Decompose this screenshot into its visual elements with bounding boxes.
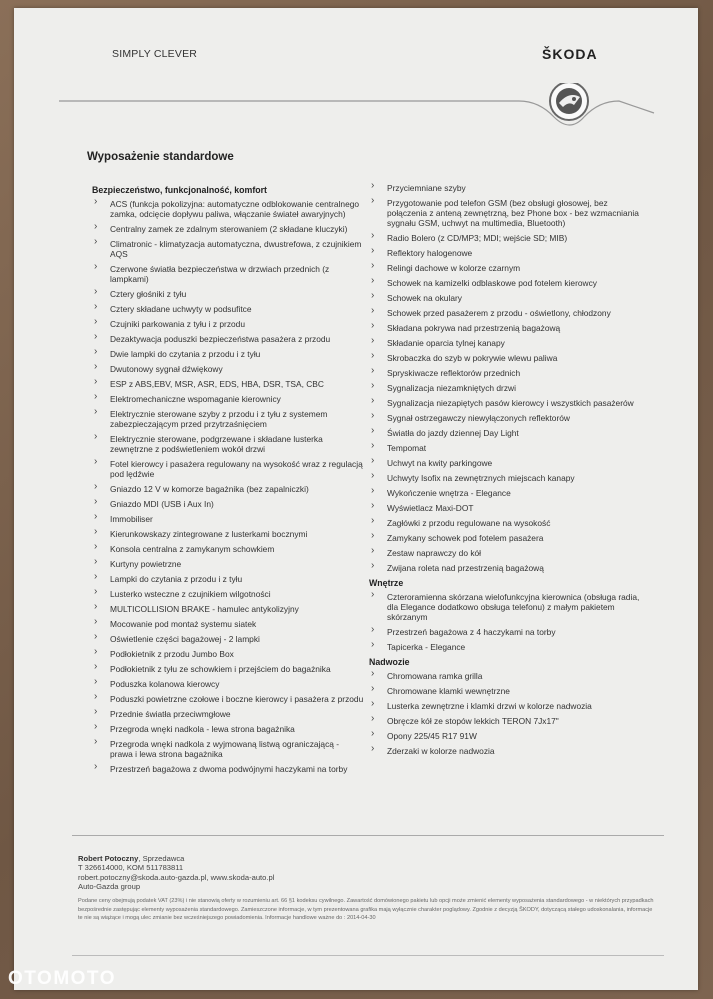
brand-name: ŠKODA: [542, 46, 598, 62]
list-item: › Chromowane klamki wewnętrzne: [369, 686, 641, 696]
list-item: › Elektromechaniczne wspomaganie kierownicy: [92, 394, 364, 404]
list-item: › Gniazdo 12 V w komorze bagażnika (bez zapalniczki): [92, 484, 364, 494]
list-item: › Gniazdo MDI (USB i Aux In): [92, 499, 364, 509]
skoda-logo-icon: [550, 83, 588, 120]
list-item: › Czerwone światła bezpieczeństwa w drzwiach przednich (z lampkami): [92, 264, 364, 284]
list-item: › Immobiliser: [92, 514, 364, 524]
list-item: › MULTICOLLISION BRAKE - hamulec antykolizyjny: [92, 604, 364, 614]
list-item: › Skrobaczka do szyb w pokrywie wlewu paliwa: [369, 353, 641, 363]
section-heading-interior: Wnętrze: [369, 578, 404, 588]
list-item: › Przestrzeń bagażowa z dwoma podwójnymi haczykami na torby: [92, 764, 364, 774]
brand-slogan: SIMPLY CLEVER: [112, 48, 198, 60]
list-item: › Dwie lampki do czytania z przodu i z tyłu: [92, 349, 364, 359]
list-item: › Cztery głośniki z tyłu: [92, 289, 364, 299]
list-item: › Chromowana ramka grilla: [369, 671, 641, 681]
list-item: › Schowek na kamizelki odblaskowe pod fotelem kierowcy: [369, 278, 641, 288]
list-item: › Sygnalizacja niezamkniętych drzwi: [369, 383, 641, 393]
list-item: › Uchwyt na kwity parkingowe: [369, 458, 641, 468]
list-item: › Spryskiwacze reflektorów przednich: [369, 368, 641, 378]
list-item: › Relingi dachowe w kolorze czarnym: [369, 263, 641, 273]
right-column: [369, 183, 641, 761]
list-item: › Uchwyty Isofix na zewnętrznych miejscach kanapy: [369, 473, 641, 483]
list-item: › Radio Bolero (z CD/MP3; MDI; wejście SD; MIB): [369, 233, 641, 243]
list-item: › Wykończenie wnętrza - Elegance: [369, 488, 641, 498]
safety-list: [92, 199, 364, 774]
left-column: [92, 183, 364, 779]
contact-block: [78, 854, 274, 892]
list-item: › Oświetlenie części bagażowej - 2 lampki: [92, 634, 364, 644]
list-item: › Tempomat: [369, 443, 641, 453]
list-item: › Sygnalizacja niezapiętych pasów kierowcy i wszystkich pasażerów: [369, 398, 641, 408]
list-item: › Cztery składane uchwyty w podsufitce: [92, 304, 364, 314]
list-item: › Mocowanie pod montaż systemu siatek: [92, 619, 364, 629]
list-item: › Schowek przed pasażerem z przodu - oświetlony, chłodzony: [369, 308, 641, 318]
list-item: › Wyświetlacz Maxi-DOT: [369, 503, 641, 513]
list-item: › Fotel kierowcy i pasażera regulowany na wysokość wraz z regulacją pod lędźwie: [92, 459, 364, 479]
list-item: › Zamykany schowek pod fotelem pasażera: [369, 533, 641, 543]
list-item: › Centralny zamek ze zdalnym sterowaniem (2 składane kluczyki): [92, 224, 364, 234]
list-item: › ESP z ABS,EBV, MSR, ASR, EDS, HBA, DSR, TSA, CBC: [92, 379, 364, 389]
list-item: › Przegroda wnęki nadkola - lewa strona bagażnika: [92, 724, 364, 734]
list-item: › Składana pokrywa nad przestrzenią bagażową: [369, 323, 641, 333]
list-item: › Zderzaki w kolorze nadwozia: [369, 746, 641, 756]
legal-disclaimer: Podane ceny obejmują podatek VAT (23%) i nie stanowią oferty w rozumieniu art. 66 §1 kodeksu cywilnego. Zawartość domówionego pakietu lub opcji może zmienić elementy wyposażenia standardowego - w niektórych przypadkach bezpośrednie zastępując elementy wyposażenia standardowego. Zamieszczone informacje, w tym prezentowana grafika mają wyłącznie charakter poglądowy. Zgodnie z decyzją ŠKODY, dotyczącą stałego udoskonalania, informacje te nie są wiążące i mogą ulec zmianie bez wcześniejszego powiadomienia. Informacje handlowe ważne do : 2014-04-30: [78, 898, 654, 921]
list-item: › Opony 225/45 R17 91W: [369, 731, 641, 741]
list-item: › Schowek na okulary: [369, 293, 641, 303]
contact-role: , Sprzedawca: [138, 854, 185, 863]
list-item: › Zwijana roleta nad przestrzenią bagażową: [369, 563, 641, 573]
list-item: › Zestaw naprawczy do kół: [369, 548, 641, 558]
section-heading-safety: Bezpieczeństwo, funkcjonalność, komfort: [92, 185, 267, 195]
list-item: › Przestrzeń bagażowa z 4 haczykami na torby: [369, 627, 641, 637]
list-item: › Przegroda wnęki nadkola z wyjmowaną listwą ograniczającą - prawa i lewa strona bagażnika: [92, 739, 364, 759]
list-item: › Elektrycznie sterowane, podgrzewane i składane lusterka zewnętrzne z podświetleniem wokół drzwi: [92, 434, 364, 454]
list-item: › Lusterka zewnętrzne i klamki drzwi w kolorze nadwozia: [369, 701, 641, 711]
list-item: › Czteroramienna skórzana wielofunkcyjna kierownica (obsługa radia, dla Elegance dodatkowo obsługa telefonu) z małym pakietem skórzanym: [369, 592, 641, 622]
list-item: › Elektrycznie sterowane szyby z przodu i z tyłu z systemem zabezpieczającym przed przytrzaśnięciem: [92, 409, 364, 429]
list-item: › Reflektory halogenowe: [369, 248, 641, 258]
list-item: › Czujniki parkowania z tyłu i z przodu: [92, 319, 364, 329]
list-item: › Składanie oparcia tylnej kanapy: [369, 338, 641, 348]
list-item: › Konsola centralna z zamykanym schowkiem: [92, 544, 364, 554]
list-item: › Climatronic - klimatyzacja automatyczna, dwustrefowa, z czujnikiem AQS: [92, 239, 364, 259]
document-page: [14, 8, 698, 990]
footer-divider: [72, 835, 664, 836]
list-item: › Podłokietnik z tyłu ze schowkiem i przejściem do bagażnika: [92, 664, 364, 674]
list-item: › Światła do jazdy dziennej Day Light: [369, 428, 641, 438]
list-item: › Dezaktywacja poduszki bezpieczeństwa pasażera z przodu: [92, 334, 364, 344]
interior-list: [369, 592, 641, 652]
list-item: › Przyciemniane szyby: [369, 183, 641, 193]
comfort-list: [369, 183, 641, 573]
list-item: › Sygnał ostrzegawczy niewyłączonych reflektorów: [369, 413, 641, 423]
list-item: › Poduszka kolanowa kierowcy: [92, 679, 364, 689]
list-item: › Tapicerka - Elegance: [369, 642, 641, 652]
watermark-logo: OTOMOTO: [8, 968, 116, 989]
contact-name: Robert Potoczny: [78, 854, 139, 863]
list-item: › Lusterko wsteczne z czujnikiem wilgotności: [92, 589, 364, 599]
list-item: › Dwutonowy sygnał dźwiękowy: [92, 364, 364, 374]
list-item: › ACS (funkcja pokolizyjna: automatyczne odblokowanie centralnego zamka, odcięcie dopływu paliwa, włączanie świateł awaryjnych): [92, 199, 364, 219]
bottom-divider: [72, 955, 664, 956]
contact-web: robert.potoczny@skoda.auto-gazda.pl, www.skoda-auto.pl: [78, 872, 275, 882]
list-item: › Przednie światła przeciwmgłowe: [92, 709, 364, 719]
list-item: › Przygotowanie pod telefon GSM (bez obsługi głosowej, bez połączenia z anteną zewnętrzną, bez Phone box - bez wzmacniania sygnału GSM, uchwyt na multimedia, Bluetooth): [369, 198, 641, 228]
list-item: › Podłokietnik z przodu Jumbo Box: [92, 649, 364, 659]
list-item: › Zagłówki z przodu regulowane na wysokość: [369, 518, 641, 528]
list-item: › Obręcze kół ze stopów lekkich TERON 7Jx17": [369, 716, 641, 726]
list-item: › Poduszki powietrzne czołowe i boczne kierowcy i pasażera z przodu: [92, 694, 364, 704]
contact-phone: T 326614000, KOM 511783811: [78, 863, 184, 873]
list-item: › Kierunkowskazy zintegrowane z lusterkami bocznymi: [92, 529, 364, 539]
body-list: [369, 671, 641, 756]
page-title: Wyposażenie standardowe: [87, 151, 234, 163]
list-item: › Lampki do czytania z przodu i z tyłu: [92, 574, 364, 584]
section-heading-body: Nadwozie: [369, 657, 410, 667]
contact-company: Auto-Gazda group: [78, 882, 141, 892]
list-item: › Kurtyny powietrzne: [92, 559, 364, 569]
header-decoration: [14, 83, 698, 143]
